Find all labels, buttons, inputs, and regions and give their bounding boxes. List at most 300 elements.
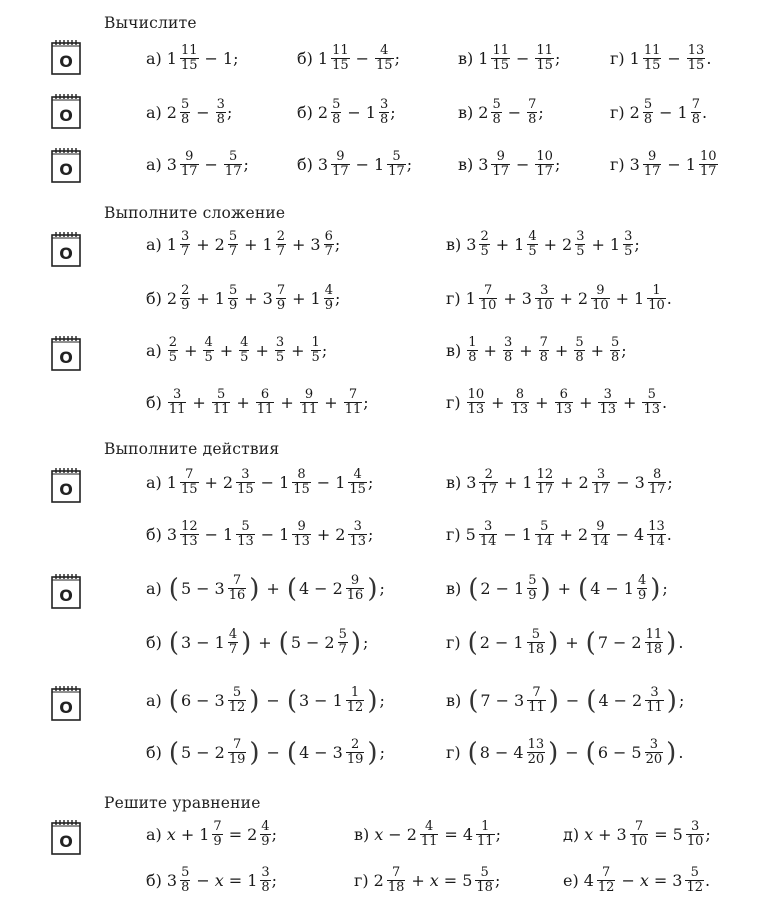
- fraction: [479, 468, 498, 497]
- operator: −: [615, 525, 630, 544]
- exercise-label: г): [610, 155, 625, 174]
- fraction: [180, 230, 190, 259]
- fraction: [180, 468, 199, 497]
- whole-part: 1: [214, 633, 225, 652]
- math-text: 5: [181, 743, 192, 762]
- parenthesis: ): [367, 685, 378, 716]
- whole-part: 1: [514, 235, 525, 254]
- math-text: ;: [379, 691, 385, 710]
- whole-part: 2: [577, 289, 589, 308]
- numerator: 7: [691, 97, 700, 112]
- numerator: 5: [575, 335, 584, 350]
- denominator: 17: [699, 164, 717, 179]
- whole-part: 4: [513, 743, 524, 762]
- fraction: [527, 686, 546, 715]
- denominator: 15: [349, 482, 366, 497]
- denominator: 18: [645, 642, 663, 657]
- exercise-item: [446, 574, 668, 603]
- denominator: 10: [648, 298, 665, 313]
- denominator: 20: [527, 752, 545, 767]
- exercise-pad-icon: [50, 572, 82, 610]
- variable: x: [374, 825, 384, 844]
- fraction: [212, 820, 222, 849]
- denominator: 9: [181, 298, 190, 313]
- fraction: [216, 98, 226, 127]
- numerator: 5: [216, 387, 226, 402]
- numerator: 8: [297, 467, 306, 482]
- whole-part: 3: [262, 289, 273, 308]
- fraction: [479, 230, 489, 259]
- operator: +: [316, 525, 331, 544]
- denominator: 15: [237, 482, 254, 497]
- math-text: ;: [705, 825, 711, 844]
- fraction: [535, 150, 554, 179]
- fraction: [539, 336, 549, 365]
- numerator: 3: [353, 519, 362, 534]
- whole-part: 1: [247, 871, 258, 890]
- numerator: 12: [181, 519, 198, 534]
- whole-part: 1: [317, 49, 329, 68]
- denominator: 15: [687, 58, 705, 73]
- exercise-item: [146, 468, 373, 497]
- denominator: 5: [528, 244, 537, 259]
- fraction: [344, 388, 363, 417]
- whole-part: 2: [631, 633, 642, 652]
- fraction: [574, 336, 584, 365]
- denominator: 9: [213, 834, 222, 849]
- parenthesis: (: [468, 573, 479, 604]
- denominator: 10: [479, 298, 497, 313]
- numerator: 7: [634, 819, 644, 834]
- denominator: 8: [611, 350, 620, 365]
- operator: −: [495, 579, 509, 598]
- exercise-label: в): [446, 341, 462, 360]
- whole-part: 3: [514, 691, 525, 710]
- denominator: 13: [467, 402, 485, 417]
- denominator: 11: [300, 402, 318, 417]
- exercise-label: в): [446, 579, 462, 598]
- numerator: 11: [645, 627, 663, 642]
- parenthesis: ): [666, 685, 677, 716]
- fraction: [387, 866, 406, 895]
- exercise-item: [146, 820, 277, 849]
- operator: =: [443, 871, 458, 890]
- fraction: [637, 574, 647, 603]
- whole-part: 3: [166, 155, 177, 174]
- denominator: 15: [332, 58, 349, 73]
- exercise-item: [146, 866, 277, 895]
- exercise-label: а): [146, 341, 162, 360]
- numerator: 6: [260, 387, 270, 402]
- fraction: [338, 628, 348, 657]
- numerator: 2: [276, 229, 285, 244]
- exercise-label: в): [446, 235, 462, 254]
- operator: −: [667, 155, 681, 174]
- exercise-item: [146, 150, 249, 179]
- fraction: [228, 686, 247, 715]
- numerator: 7: [213, 819, 222, 834]
- numerator: 9: [596, 519, 605, 534]
- fraction: [527, 574, 537, 603]
- exercise-item: [446, 388, 667, 417]
- exercise-pad-icon: [50, 818, 82, 856]
- numerator: 2: [484, 467, 493, 482]
- fraction: [592, 468, 611, 497]
- numerator: 5: [241, 519, 250, 534]
- math-text: 2: [480, 579, 491, 598]
- whole-part: 1: [223, 525, 234, 544]
- parenthesis: (: [585, 627, 596, 658]
- denominator: 8: [691, 112, 700, 127]
- exercise-item: [446, 230, 640, 259]
- math-text: .: [678, 633, 684, 652]
- fraction: [228, 628, 238, 657]
- numerator: 4: [353, 467, 362, 482]
- denominator: 9: [324, 298, 333, 313]
- denominator: 20: [645, 752, 663, 767]
- operator: +: [184, 341, 198, 360]
- operator: +: [503, 473, 518, 492]
- math-text: 6: [180, 691, 192, 710]
- denominator: 8: [181, 880, 190, 895]
- operator: +: [535, 393, 549, 412]
- fraction: [467, 388, 486, 417]
- numerator: 5: [232, 685, 242, 700]
- fraction: [527, 98, 537, 127]
- operator: +: [280, 393, 294, 412]
- denominator: 11: [212, 402, 230, 417]
- denominator: 15: [293, 482, 310, 497]
- exercise-label: в): [446, 473, 462, 492]
- parenthesis: (: [286, 685, 297, 716]
- whole-part: 2: [317, 103, 329, 122]
- operator: −: [616, 473, 630, 492]
- exercise-item: [446, 686, 684, 715]
- operator: =: [228, 871, 243, 890]
- fraction: [168, 336, 178, 365]
- numerator: 11: [180, 43, 198, 58]
- fraction: [535, 44, 554, 73]
- exercise-item: [146, 628, 368, 657]
- operator: +: [324, 393, 338, 412]
- math-text: .: [705, 871, 711, 890]
- math-text: ;: [538, 103, 544, 122]
- whole-part: 1: [279, 473, 290, 492]
- numerator: 11: [332, 43, 349, 58]
- operator: −: [306, 633, 320, 652]
- operator: +: [291, 341, 305, 360]
- denominator: 7: [276, 244, 285, 259]
- math-text: 4: [298, 579, 310, 598]
- whole-part: 1: [514, 579, 525, 598]
- math-text: 7: [597, 633, 609, 652]
- fraction: [346, 574, 365, 603]
- numerator: 9: [304, 387, 314, 402]
- heading-addition: Выполните сложение: [104, 204, 286, 222]
- math-text: 7: [480, 691, 491, 710]
- numerator: 13: [687, 43, 705, 58]
- fraction: [491, 150, 510, 179]
- operator: −: [355, 155, 370, 174]
- operator: +: [192, 393, 206, 412]
- math-text: ;: [495, 825, 501, 844]
- numerator: 11: [492, 43, 509, 58]
- variable: x: [584, 825, 594, 844]
- fraction: [180, 44, 199, 73]
- fraction: [648, 468, 667, 497]
- numerator: 5: [392, 149, 401, 164]
- exercise-label: д): [563, 825, 580, 844]
- denominator: 15: [643, 58, 661, 73]
- whole-part: 4: [634, 525, 645, 544]
- denominator: 11: [646, 700, 663, 715]
- numerator: 9: [596, 283, 605, 298]
- numerator: 7: [539, 335, 548, 350]
- denominator: 5: [480, 244, 489, 259]
- denominator: 17: [643, 164, 661, 179]
- whole-part: 3: [466, 473, 477, 492]
- fraction: [180, 98, 190, 127]
- whole-part: 2: [562, 235, 573, 254]
- operator: −: [388, 825, 402, 844]
- fraction: [379, 98, 389, 127]
- parenthesis: (: [286, 737, 298, 768]
- math-text: ;: [406, 155, 413, 174]
- exercise-pad-icon: [50, 334, 82, 372]
- parenthesis: (: [286, 573, 297, 604]
- denominator: 7: [338, 642, 347, 657]
- math-text: .: [666, 525, 672, 544]
- numerator: 1: [350, 685, 360, 700]
- fraction: [180, 284, 190, 313]
- denominator: 15: [376, 58, 393, 73]
- numerator: 4: [261, 819, 270, 834]
- numerator: 3: [603, 387, 612, 402]
- fraction: [239, 336, 249, 365]
- operator: −: [196, 633, 210, 652]
- fraction: [598, 388, 617, 417]
- whole-part: 1: [677, 103, 688, 122]
- whole-part: 2: [335, 525, 346, 544]
- whole-part: 2: [166, 103, 177, 122]
- fraction: [331, 98, 341, 127]
- exercise-item: [354, 866, 500, 895]
- parenthesis: ): [548, 627, 559, 658]
- numerator: 4: [204, 335, 213, 350]
- exercise-label: а): [146, 473, 162, 492]
- operator: +: [255, 341, 269, 360]
- parenthesis: (: [168, 737, 180, 768]
- whole-part: 3: [634, 473, 645, 492]
- whole-part: 3: [521, 289, 532, 308]
- exercise-item: [354, 820, 501, 849]
- math-text: ;: [621, 341, 627, 360]
- exercise-pad-icon: [50, 146, 82, 184]
- exercise-item: [446, 628, 683, 657]
- operator: −: [204, 49, 218, 68]
- exercise-pad-icon: [50, 38, 82, 76]
- exercise-item: [146, 388, 369, 417]
- operator: +: [483, 341, 497, 360]
- operator: +: [559, 525, 573, 544]
- exercise-label: а): [146, 235, 162, 254]
- denominator: 17: [492, 164, 509, 179]
- numerator: 6: [559, 387, 568, 402]
- operator: +: [579, 393, 593, 412]
- math-text: ;: [367, 473, 374, 492]
- denominator: 5: [275, 350, 285, 365]
- denominator: 14: [479, 534, 497, 549]
- numerator: 3: [649, 737, 659, 752]
- operator: −: [613, 633, 627, 652]
- numerator: 7: [185, 467, 194, 482]
- numerator: 13: [527, 737, 545, 752]
- exercise-item: [458, 150, 560, 179]
- denominator: 10: [592, 298, 609, 313]
- operator: −: [314, 691, 328, 710]
- heading-operations: Выполните действия: [104, 440, 280, 458]
- whole-part: 1: [199, 825, 210, 844]
- whole-part: 2: [247, 825, 258, 844]
- math-text: 4: [598, 691, 609, 710]
- whole-part: 1: [166, 473, 177, 492]
- whole-part: 2: [214, 743, 225, 762]
- operator: −: [515, 155, 530, 174]
- numerator: 1: [481, 819, 490, 834]
- operator: −: [613, 691, 628, 710]
- math-text: ;: [363, 393, 369, 412]
- whole-part: 2: [578, 473, 589, 492]
- math-text: ;: [243, 155, 249, 174]
- numerator: 3: [690, 819, 700, 834]
- exercise-item: [563, 866, 710, 895]
- numerator: 13: [648, 519, 665, 534]
- exercise-label: г): [446, 743, 461, 762]
- variable: x: [214, 871, 224, 890]
- numerator: 3: [173, 387, 182, 402]
- fraction: [511, 388, 530, 417]
- exercise-item: [146, 520, 373, 549]
- math-text: 5: [290, 633, 301, 652]
- variable: x: [429, 871, 439, 890]
- fraction: [467, 336, 477, 365]
- numerator: 5: [690, 865, 699, 880]
- fraction: [276, 284, 286, 313]
- whole-part: 3: [332, 743, 343, 762]
- numerator: 4: [637, 573, 647, 588]
- svg-text:O: O: [59, 52, 73, 71]
- denominator: 5: [576, 244, 585, 259]
- operator: −: [196, 871, 210, 890]
- fraction: [645, 738, 664, 767]
- numerator: 2: [181, 283, 190, 298]
- numerator: 4: [528, 229, 537, 244]
- numerator: 9: [336, 149, 345, 164]
- operator: −: [314, 743, 328, 762]
- fraction: [228, 574, 247, 603]
- exercise-label: в): [458, 155, 474, 174]
- fraction: [324, 284, 334, 313]
- parenthesis: ): [650, 573, 661, 604]
- numerator: 5: [338, 627, 347, 642]
- exercise-label: б): [297, 49, 313, 68]
- fraction: [535, 284, 554, 313]
- operator: −: [266, 743, 280, 762]
- numerator: 3: [275, 335, 285, 350]
- numerator: 3: [241, 467, 250, 482]
- fraction: [643, 98, 653, 127]
- fraction: [236, 520, 255, 549]
- exercise-label: г): [354, 871, 369, 890]
- fraction: [503, 336, 513, 365]
- exercise-item: [458, 44, 560, 73]
- operator: −: [503, 525, 517, 544]
- denominator: 9: [261, 834, 270, 849]
- fraction: [212, 388, 231, 417]
- fraction: [324, 230, 334, 259]
- exercise-label: б): [146, 525, 162, 544]
- whole-part: 1: [365, 103, 376, 122]
- numerator: 5: [643, 97, 653, 112]
- operator: +: [292, 235, 306, 254]
- operator: −: [621, 871, 635, 890]
- heading-equation: Решите уравнение: [104, 794, 261, 812]
- fraction: [331, 44, 350, 73]
- exercise-label: г): [446, 289, 461, 308]
- fraction: [685, 866, 704, 895]
- denominator: 15: [492, 58, 509, 73]
- fraction: [597, 866, 616, 895]
- math-text: 4: [590, 579, 601, 598]
- whole-part: 2: [332, 579, 343, 598]
- whole-part: 2: [324, 633, 335, 652]
- math-text: ;: [334, 289, 341, 308]
- denominator: 8: [492, 112, 501, 127]
- operator: −: [565, 743, 579, 762]
- denominator: 13: [555, 402, 573, 417]
- denominator: 19: [228, 752, 246, 767]
- exercise-item: [146, 44, 239, 73]
- numerator: 5: [181, 865, 190, 880]
- whole-part: 4: [462, 825, 474, 844]
- numerator: 5: [531, 627, 540, 642]
- denominator: 8: [468, 350, 477, 365]
- numerator: 7: [232, 573, 242, 588]
- operator: +: [590, 341, 604, 360]
- fraction: [687, 44, 706, 73]
- parenthesis: (: [585, 737, 596, 768]
- math-text: ;: [271, 825, 277, 844]
- numerator: 3: [650, 685, 659, 700]
- fraction: [575, 230, 585, 259]
- operator: +: [196, 289, 210, 308]
- numerator: 5: [332, 97, 341, 112]
- numerator: 5: [528, 573, 537, 588]
- exercise-label: а): [146, 49, 162, 68]
- fraction: [630, 820, 649, 849]
- math-text: ;: [334, 235, 341, 254]
- parenthesis: ): [249, 573, 260, 604]
- operator: −: [515, 49, 530, 68]
- operator: −: [605, 579, 619, 598]
- exercise-item: [146, 686, 385, 715]
- exercise-label: б): [146, 289, 162, 308]
- numerator: 5: [229, 149, 238, 164]
- denominator: 16: [346, 588, 364, 603]
- operator: +: [411, 871, 425, 890]
- numerator: 4: [425, 819, 434, 834]
- fraction: [331, 150, 350, 179]
